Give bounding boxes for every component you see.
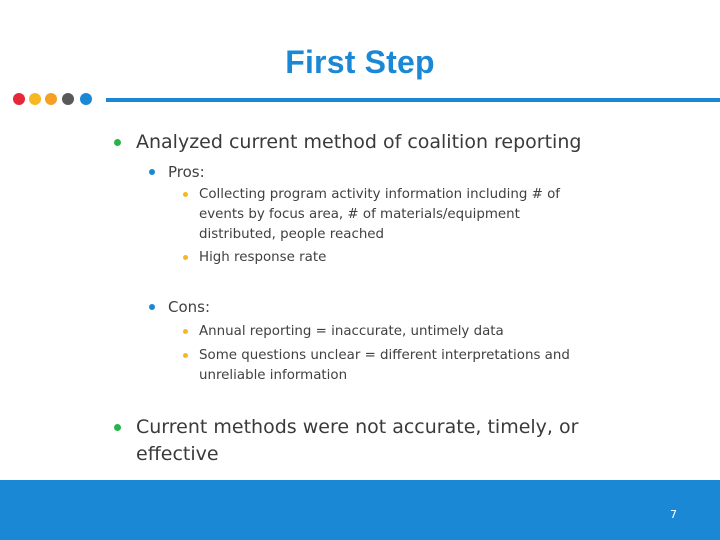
decorative-dot-red [13, 93, 25, 105]
bullet-dot-icon [149, 304, 155, 310]
title-divider [106, 98, 720, 102]
bullet-dot-icon [114, 139, 121, 146]
cons-item [199, 322, 614, 342]
pros-item-text: Collecting program activity information including # of events by focus area, # of materials/equipment distributed, people reached [199, 187, 560, 242]
bullet-dot-icon [114, 424, 121, 431]
pros-item-text: High response rate [199, 250, 327, 265]
bullet-dot-icon [183, 255, 188, 260]
bullet-dot-icon [149, 169, 155, 175]
decorative-dot-orange [45, 93, 57, 105]
cons-item [199, 346, 614, 386]
bullet-analyzed-text: Analyzed current method of coalition reporting [136, 131, 582, 153]
footer-bar [0, 480, 720, 540]
cons-item-text: Some questions unclear = different interpretations and unreliable information [199, 348, 570, 383]
bullet-current [136, 414, 616, 468]
slide-title: First Step [285, 44, 435, 80]
bullet-cons-label: Cons: [168, 298, 211, 316]
slide-number: 7 [670, 508, 677, 521]
decorative-dot-gray [62, 93, 74, 105]
bullet-cons [168, 297, 648, 317]
bullet-analyzed [136, 129, 696, 156]
decorative-dot-blue [80, 93, 92, 105]
bullet-current-text: Current methods were not accurate, timely, or effective [136, 416, 579, 465]
cons-item-text: Annual reporting = inaccurate, untimely data [199, 324, 504, 339]
bullet-dot-icon [183, 192, 188, 197]
pros-item [199, 185, 594, 245]
bullet-dot-icon [183, 353, 188, 358]
pros-item [199, 248, 594, 268]
bullet-pros [168, 162, 648, 182]
decorative-dot-yellow [29, 93, 41, 105]
bullet-pros-label: Pros: [168, 163, 205, 181]
bullet-dot-icon [183, 329, 188, 334]
